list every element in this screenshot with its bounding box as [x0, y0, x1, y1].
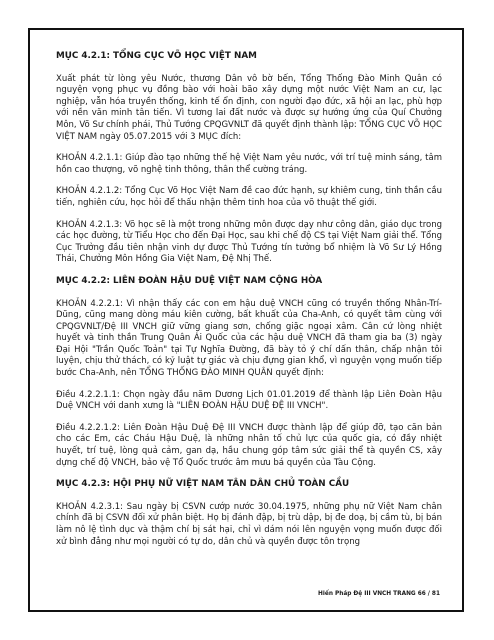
paragraph-khoan-4-2-1-1: KHOẢN 4.2.1.1: Giúp đào tạo những thế hệ Việt Nam yêu nước, với trí tuệ minh sáng, tâm hồn cao thượng, võ nghệ tinh thông, thân thể cường tráng.	[56, 153, 442, 175]
paragraph-intro-4-2-1: Xuất phát từ lòng yêu Nước, thương Dân vô bờ bến, Tổng Thống Đào Minh Quân có nguyện vọng phục vụ đồng bào với hoài bão xây dựng một nước Việt Nam an cư, lạc nghiệp, vẫn hóa truyền thống, kinh tế ổn định, con người đạo đức, xã hội an lạc, phù hợp với nền văn minh tân tiến. Vì tương lai đất nước và được sự hướng ứng của Quí Chưởng Môn, Võ Sư chính phái, Thủ Tướng CPQGVNLT đã quyết định thành lập: TỔNG CỤC VÕ HỌC VIỆT NAM ngày 05.07.2015 với 3 MỤC đích:	[56, 73, 442, 142]
section-heading-4-2-2: MỤC 4.2.2: LIÊN ĐOÀN HẬU DUỆ VIỆT NAM CỘNG HÒA	[56, 275, 323, 286]
section-heading-4-2-1: MỤC 4.2.1: TỔNG CỤC VÕ HỌC VIỆT NAM	[56, 51, 257, 61]
paragraph-dieu-4-2-2-1-2: Điều 4.2.2.1.2: Liên Đoàn Hậu Duệ Đệ III VNCH được thành lập để giúp đỡ, tạo căn bản cho các Em, các Cháu Hậu Duệ, là những nhân tố chủ lực của quốc gia, có đầy nhiệt huyết, trí tuệ, lòng quả cảm, gan dạ, hầu chung góp tâm sức giải thể tà quyền CS, xây dựng chế độ VNCH, bảo vệ Tổ Quốc trước âm mưu bá quyền của Tàu Cộng.	[56, 422, 442, 468]
page-footer: Hiến Pháp Đệ III VNCH TRANG 66 / 81	[318, 591, 440, 597]
paragraph-khoan-4-2-1-2: KHOẢN 4.2.1.2: Tổng Cục Võ Học Việt Nam đề cao đức hạnh, sự khiêm cung, tinh thần cầu tiến, nghiên cứu, học hỏi để thấu nhận thêm tinh hoa của võ thuật thế giới.	[56, 186, 442, 208]
paragraph-khoan-4-2-3-1: KHOẢN 4.2.3.1: Sau ngày bị CSVN cướp nước 30.04.1975, những phụ nữ Việt Nam chân chính đã bị CSVN đối xử phân biệt. Họ bị đánh đập, bị trù dập, bị đe doạ, bị cầm tù, bị bán làm nô lệ tình dục và thậm chí bị sát hại, chỉ vì dám nói lên nguyện vọng muốn được đối xử bình đẳng như mọi người có tự do, dân chủ và quyền được tôn trọng	[56, 501, 442, 547]
document-body	[56, 51, 442, 558]
section-heading-4-2-3: MỤC 4.2.3: HỘI PHỤ NỮ VIỆT NAM TÂN DÂN CHỦ TOÀN CẦU	[56, 479, 350, 490]
paragraph-dieu-4-2-2-1-1: Điều 4.2.2.1.1: Chọn ngày đầu năm Dương Lịch 01.01.2019 để thành lập Liên Đoàn Hậu Duệ VNCH với danh xưng là "LIÊN ĐOÀN HẬU DUỆ ĐỆ III VNCH".	[56, 389, 442, 412]
paragraph-khoan-4-2-2-1: KHOẢN 4.2.2.1: Vì nhận thấy các con em hậu duệ VNCH cũng có truyền thống Nhân-Trí-Dũng, cũng mang dòng máu kiên cường, bất khuất của Cha-Anh, có quyết tâm cùng với CPQGVNLT/Đệ III VNCH giữ vững giang sơn, chống giặc ngoại xâm. Cân cứ lòng nhiệt huyết và tinh thần Trung Quân Ái Quốc của các hậu duệ VNCH đã tham gia ba (3) ngày Đại Hội "Trần Quốc Toản" tại Tự Nghĩa Đường, đã bày tỏ ý chí dấn thân, chấp nhận tôi luyện, chịu thử thách, có kỷ luật tự giác và chịu đựng gian khổ, vì nguyện vọng muốn tiếp bước Cha-Anh, nên TỔNG THỐNG ĐÀO MINH QUÂN quyết định:	[56, 298, 442, 379]
paragraph-khoan-4-2-1-3: KHOẢN 4.2.1.3: Võ học sẽ là một trong những môn được dạy như công dân, giáo dục trong các học đường, từ Tiểu Học cho đến Đại Học, sau khi chế độ CS tại Việt Nam giải thể. Tổng Cục Trưởng đầu tiên nhận vinh dự được Thủ Tướng tín tưởng bổ nhiệm là Võ Sư Lý Hồng Thái, Chưởng Môn Hồng Gia Việt Nam, Đệ Nhị Thế.	[56, 219, 442, 265]
